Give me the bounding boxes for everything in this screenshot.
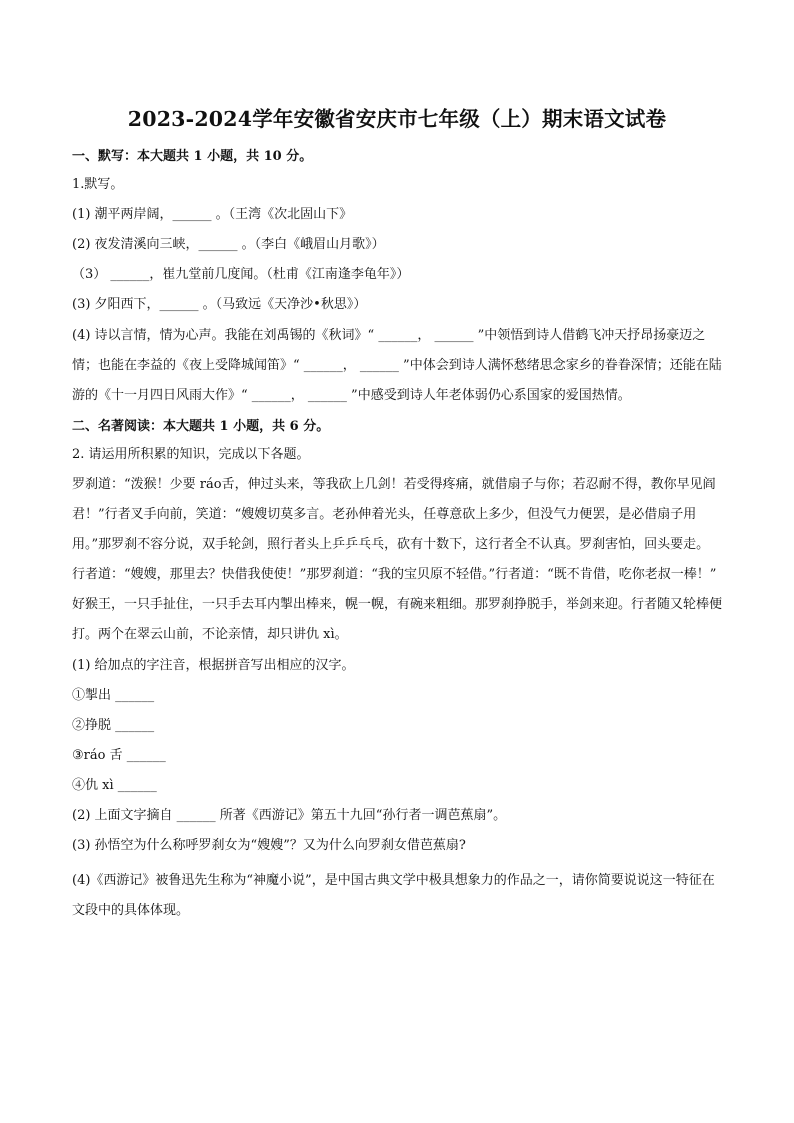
question-1-item-2: (2) 夜发清溪向三峡，______ 。（李白《峨眉山月歌》）	[72, 237, 385, 252]
question-1-item-4: (3) 夕阳西下，______ 。（马致远《天净沙•秋思》）	[72, 297, 367, 312]
question-1-item-3: （3） ______，崔九堂前几度闻。（杜甫《江南逢李龟年》）	[72, 267, 410, 282]
question-2: 2. 请运用所积累的知识，完成以下各题。	[72, 447, 310, 462]
question-1: 1.默写。	[72, 177, 124, 192]
question-2-sub-1: (1) 给加点的字注音，根据拼音写出相应的汉字。	[72, 658, 355, 673]
blank-item-1: ①掣出 ______	[72, 688, 155, 703]
passage-paragraph-1: 罗刹道：“泼猴！少要 ráo舌，伸过头来，等我砍上几剑！若受得疼痛，就借扇子与你；若忍耐不得，教你早见阎君！”行者叉手向前，笑道：“嫂嫂切莫多言。老孙伸着光头，任尊意砍上多少，但没气力便罢，是必借扇子用用。”那罗刹不容分说，双手轮剑，照行者头上乒乒乓乓，砍有十数下，这行者全不认真。罗刹害怕，回头要走。行者道：“嫂嫂，那里去？快借我使使！”那罗刹道：“我的宝贝原不轻借。”行者道：“既不肯借，吃你老叔一棒！”	[72, 477, 717, 582]
page-title: 2023-2024学年安徽省安庆市七年级（上）期末语文试卷	[127, 107, 667, 131]
passage-paragraph-2: 好猴王，一只手扯住，一只手去耳内掣出棒来，幌一幌，有碗来粗细。那罗刹挣脱手，举剑来迎。行者随又轮棒便打。两个在翠云山前，不论亲情，却只讲仇 xì。	[72, 597, 723, 642]
blank-item-4: ④仇 xì ______	[72, 778, 157, 793]
question-2-sub-4: (4)《西游记》被鲁迅先生称为“神魔小说”，是中国古典文学中极具想象力的作品之一，请你简要说说这一特征在文段中的具体体现。	[72, 873, 715, 918]
section-heading-dictation: 一、默写：本大题共 1 小题，共 10 分。	[72, 149, 313, 164]
section-heading-reading: 二、名著阅读：本大题共 1 小题，共 6 分。	[72, 419, 330, 434]
blank-item-3: ③ráo 舌 ______	[72, 748, 166, 763]
question-2-sub-3: (3) 孙悟空为什么称呼罗刹女为“嫂嫂”？又为什么向罗刹女借芭蕉扇?	[72, 838, 466, 853]
question-2-sub-2: (2) 上面文字摘自 ______ 所著《西游记》第五十九回“孙行者一调芭蕉扇”。	[72, 808, 507, 823]
blank-item-2: ②挣脱 ______	[72, 718, 155, 733]
question-1-item-1: (1) 潮平两岸阔，______ 。（王湾《次北固山下》	[72, 207, 353, 222]
question-1-item-5: (4) 诗以言情，情为心声。我能在刘禹锡的《秋词》“ ______， ______ ”中领悟到诗人借鹤飞冲天抒昂扬豪迈之情；也能在李益的《夜上受降城闻笛》“ ______， ______ ”中体会到诗人满怀愁绪思念家乡的眷眷深情；还能在陆游的《十一月四日风雨大作》“ ______， ______ ”中感受到诗人年老体弱仍心系国家的爱国热情。	[72, 328, 722, 403]
